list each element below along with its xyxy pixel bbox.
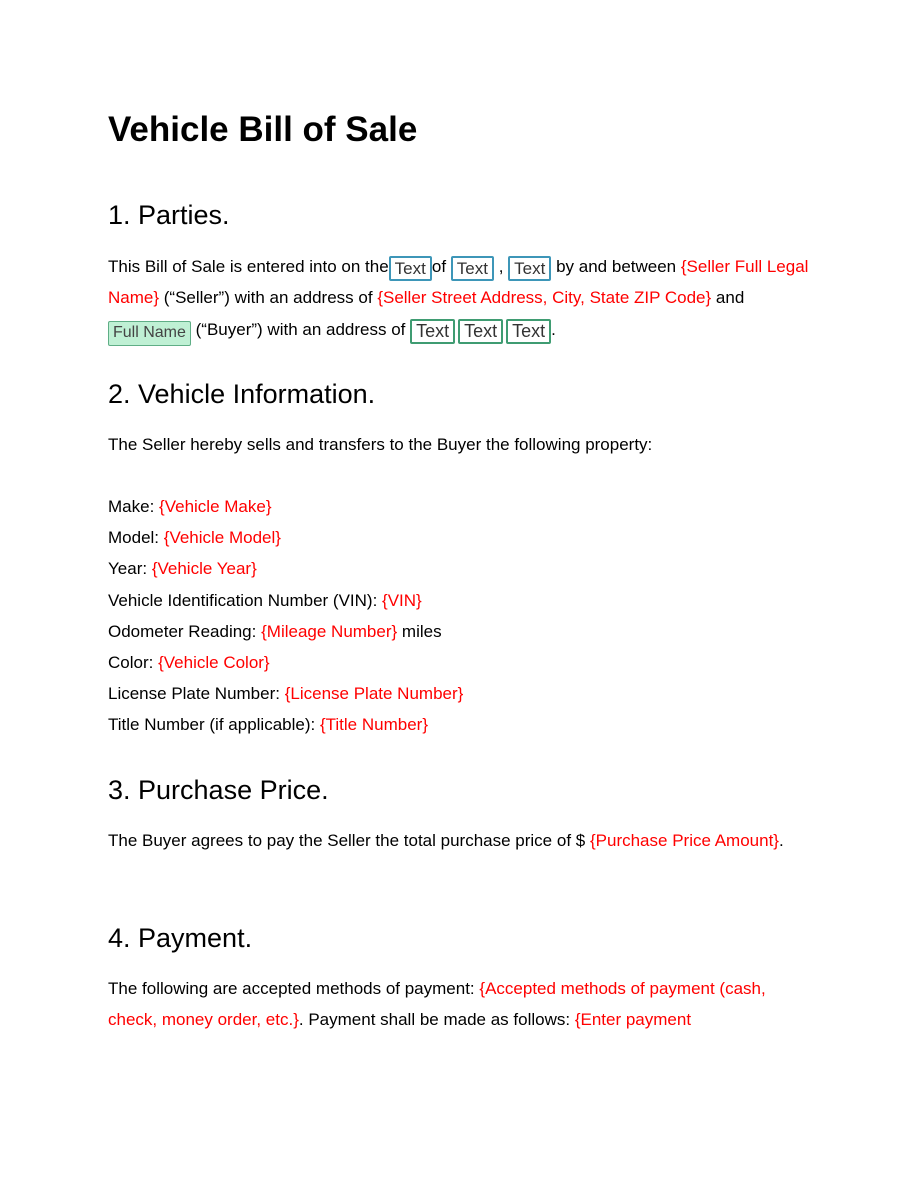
- model-label: Model:: [108, 528, 160, 548]
- list-item: [108, 678, 818, 709]
- payment-text: The following are accepted methods of payment:: [108, 979, 475, 998]
- payment-terms-placeholder: {Enter payment: [574, 1010, 692, 1030]
- list-item: [108, 553, 818, 584]
- section-heading-vehicle: 2. Vehicle Information.: [108, 379, 376, 409]
- buyer-address-field-3[interactable]: Text: [506, 319, 551, 344]
- parties-paragraph: [108, 251, 818, 346]
- date-day-field[interactable]: Text: [389, 256, 432, 281]
- price-placeholder: {Purchase Price Amount}: [589, 831, 779, 850]
- list-item: [108, 616, 818, 647]
- price-text: The Buyer agrees to pay the Seller the total purchase price of $: [108, 831, 586, 850]
- price-paragraph: [108, 825, 818, 856]
- year-placeholder: {Vehicle Year}: [151, 559, 257, 579]
- seller-name-placeholder: {Seller Full Legal Name}: [108, 257, 809, 308]
- seller-address-placeholder: {Seller Street Address, City, State ZIP Code}: [377, 288, 712, 308]
- date-month-field[interactable]: Text: [451, 256, 494, 281]
- vin-placeholder: {VIN}: [382, 590, 422, 610]
- plate-label: License Plate Number:: [108, 684, 280, 704]
- section-heading-payment: 4. Payment.: [108, 923, 253, 953]
- year-label: Year:: [108, 559, 148, 579]
- parties-text: (“Buyer”) with an address of: [195, 319, 406, 339]
- payment-paragraph: [108, 973, 818, 1036]
- color-label: Color:: [108, 652, 154, 672]
- plate-placeholder: {License Plate Number}: [284, 684, 464, 704]
- list-item: [108, 585, 818, 616]
- parties-text: ,: [498, 257, 504, 276]
- parties-text: (“Seller”) with an address of: [163, 288, 373, 308]
- list-item: [108, 522, 818, 553]
- parties-text: of: [431, 257, 447, 276]
- list-item: [108, 647, 818, 678]
- date-year-field[interactable]: Text: [508, 256, 551, 281]
- model-placeholder: {Vehicle Model}: [163, 528, 281, 548]
- vehicle-details-list: [108, 491, 818, 741]
- buyer-address-field-1[interactable]: Text: [410, 319, 455, 344]
- make-label: Make:: [108, 497, 155, 516]
- parties-text: by and between: [556, 257, 677, 276]
- payment-text: . Payment shall be made as follows:: [298, 1010, 571, 1030]
- title-number-placeholder: {Title Number}: [319, 715, 428, 735]
- section-heading-parties: 1. Parties.: [108, 200, 230, 230]
- vehicle-intro: The Seller hereby sells and transfers to the Buyer the following property:: [108, 435, 653, 454]
- make-placeholder: {Vehicle Make}: [159, 497, 272, 516]
- list-item: [108, 491, 818, 522]
- price-end: .: [778, 831, 784, 850]
- document-title: Vehicle Bill of Sale: [108, 110, 418, 149]
- odometer-placeholder: {Mileage Number}: [261, 621, 398, 641]
- vin-label: Vehicle Identification Number (VIN):: [108, 590, 378, 610]
- buyer-address-field-2[interactable]: Text: [458, 319, 503, 344]
- color-placeholder: {Vehicle Color}: [158, 652, 270, 672]
- parties-text: and: [715, 288, 745, 308]
- payment-methods-placeholder: {Accepted methods of payment (cash, check, money order, etc.}: [108, 979, 766, 1030]
- odometer-unit: miles: [401, 621, 442, 641]
- parties-text: This Bill of Sale is entered into on the: [108, 257, 389, 276]
- section-heading-price: 3. Purchase Price.: [108, 775, 329, 805]
- odometer-label: Odometer Reading:: [108, 621, 257, 641]
- buyer-full-name-field[interactable]: Full Name: [108, 321, 191, 346]
- title-number-label: Title Number (if applicable):: [108, 715, 316, 735]
- list-item: [108, 709, 818, 740]
- parties-text: .: [551, 319, 556, 339]
